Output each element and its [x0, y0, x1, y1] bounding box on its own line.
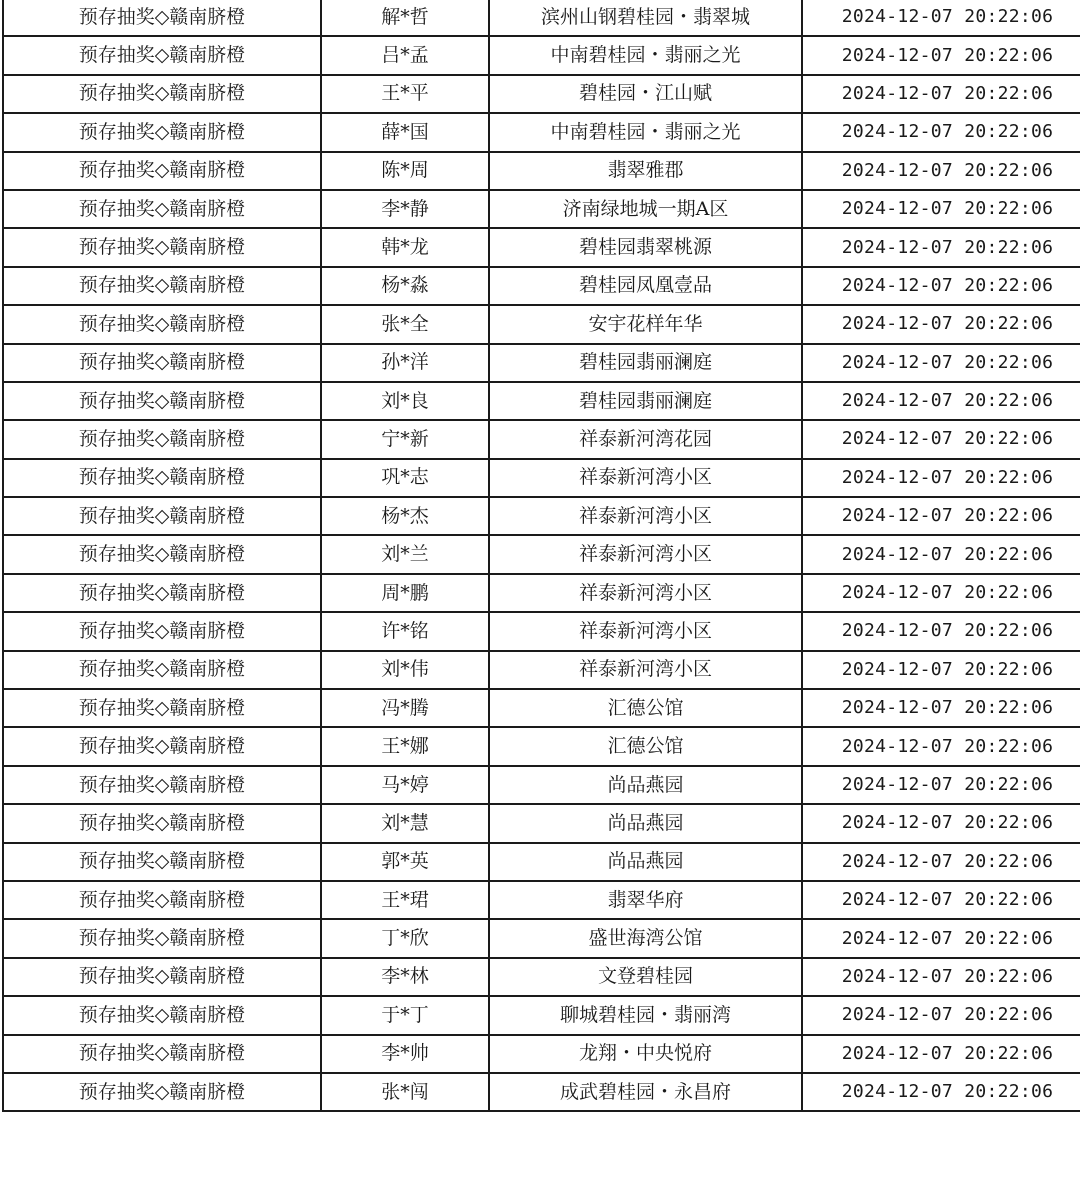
winner-name-cell: 张*闯 — [321, 1073, 489, 1111]
table-row — [3, 651, 1080, 689]
prize-cell: 预存抽奖◇赣南脐橙 — [3, 305, 321, 343]
winner-name-cell: 宁*新 — [321, 420, 489, 458]
community-cell: 盛世海湾公馆 — [489, 919, 802, 957]
winner-name-cell: 巩*志 — [321, 459, 489, 497]
winner-name-cell: 丁*欣 — [321, 919, 489, 957]
table-row — [3, 497, 1080, 535]
prize-cell: 预存抽奖◇赣南脐橙 — [3, 612, 321, 650]
table-row — [3, 190, 1080, 228]
community-cell: 碧桂园翡丽澜庭 — [489, 344, 802, 382]
community-cell: 碧桂园翡翠桃源 — [489, 228, 802, 266]
timestamp-cell: 2024-12-07 20:22:06 — [802, 497, 1080, 535]
community-cell: 滨州山钢碧桂园・翡翠城 — [489, 0, 802, 36]
timestamp-cell: 2024-12-07 20:22:06 — [802, 75, 1080, 113]
winner-name-cell: 孙*洋 — [321, 344, 489, 382]
table-row — [3, 75, 1080, 113]
winner-name-cell: 刘*良 — [321, 382, 489, 420]
prize-cell: 预存抽奖◇赣南脐橙 — [3, 727, 321, 765]
community-cell: 祥泰新河湾小区 — [489, 651, 802, 689]
timestamp-cell: 2024-12-07 20:22:06 — [802, 152, 1080, 190]
table-row — [3, 958, 1080, 996]
table-row — [3, 382, 1080, 420]
community-cell: 安宇花样年华 — [489, 305, 802, 343]
community-cell: 汇德公馆 — [489, 727, 802, 765]
table-row — [3, 919, 1080, 957]
winner-name-cell: 冯*腾 — [321, 689, 489, 727]
prize-cell: 预存抽奖◇赣南脐橙 — [3, 958, 321, 996]
winner-name-cell: 周*鹏 — [321, 574, 489, 612]
winner-name-cell: 于*丁 — [321, 996, 489, 1034]
community-cell: 济南绿地城一期A区 — [489, 190, 802, 228]
community-cell: 聊城碧桂园・翡丽湾 — [489, 996, 802, 1034]
winner-name-cell: 刘*伟 — [321, 651, 489, 689]
community-cell: 碧桂园凤凰壹品 — [489, 267, 802, 305]
timestamp-cell: 2024-12-07 20:22:06 — [802, 420, 1080, 458]
community-cell: 祥泰新河湾花园 — [489, 420, 802, 458]
prize-cell: 预存抽奖◇赣南脐橙 — [3, 804, 321, 842]
timestamp-cell: 2024-12-07 20:22:06 — [802, 36, 1080, 74]
timestamp-cell: 2024-12-07 20:22:06 — [802, 1073, 1080, 1111]
timestamp-cell: 2024-12-07 20:22:06 — [802, 996, 1080, 1034]
community-cell: 尚品燕园 — [489, 843, 802, 881]
winner-name-cell: 李*静 — [321, 190, 489, 228]
table-row — [3, 305, 1080, 343]
timestamp-cell: 2024-12-07 20:22:06 — [802, 0, 1080, 36]
prize-cell: 预存抽奖◇赣南脐橙 — [3, 919, 321, 957]
table-row — [3, 1035, 1080, 1073]
prize-cell: 预存抽奖◇赣南脐橙 — [3, 267, 321, 305]
prize-cell: 预存抽奖◇赣南脐橙 — [3, 344, 321, 382]
community-cell: 尚品燕园 — [489, 766, 802, 804]
table-row — [3, 267, 1080, 305]
winner-name-cell: 王*珺 — [321, 881, 489, 919]
prize-cell: 预存抽奖◇赣南脐橙 — [3, 535, 321, 573]
table-row — [3, 535, 1080, 573]
table-row — [3, 0, 1080, 36]
table-row — [3, 1073, 1080, 1111]
prize-cell: 预存抽奖◇赣南脐橙 — [3, 459, 321, 497]
table-row — [3, 574, 1080, 612]
prize-cell: 预存抽奖◇赣南脐橙 — [3, 0, 321, 36]
table-row — [3, 996, 1080, 1034]
winner-name-cell: 刘*兰 — [321, 535, 489, 573]
winner-name-cell: 王*平 — [321, 75, 489, 113]
table-row — [3, 228, 1080, 266]
prize-cell: 预存抽奖◇赣南脐橙 — [3, 152, 321, 190]
timestamp-cell: 2024-12-07 20:22:06 — [802, 190, 1080, 228]
table-row — [3, 459, 1080, 497]
timestamp-cell: 2024-12-07 20:22:06 — [802, 344, 1080, 382]
winner-name-cell: 刘*慧 — [321, 804, 489, 842]
table-row — [3, 843, 1080, 881]
prize-cell: 预存抽奖◇赣南脐橙 — [3, 228, 321, 266]
table-row — [3, 113, 1080, 151]
community-cell: 祥泰新河湾小区 — [489, 535, 802, 573]
community-cell: 汇德公馆 — [489, 689, 802, 727]
community-cell: 碧桂园・江山赋 — [489, 75, 802, 113]
winner-name-cell: 马*婷 — [321, 766, 489, 804]
timestamp-cell: 2024-12-07 20:22:06 — [802, 958, 1080, 996]
prize-cell: 预存抽奖◇赣南脐橙 — [3, 113, 321, 151]
community-cell: 文登碧桂园 — [489, 958, 802, 996]
winner-name-cell: 许*铭 — [321, 612, 489, 650]
winner-name-cell: 薛*国 — [321, 113, 489, 151]
timestamp-cell: 2024-12-07 20:22:06 — [802, 612, 1080, 650]
table-row — [3, 881, 1080, 919]
community-cell: 翡翠雅郡 — [489, 152, 802, 190]
timestamp-cell: 2024-12-07 20:22:06 — [802, 382, 1080, 420]
timestamp-cell: 2024-12-07 20:22:06 — [802, 267, 1080, 305]
winner-name-cell: 陈*周 — [321, 152, 489, 190]
winner-name-cell: 王*娜 — [321, 727, 489, 765]
timestamp-cell: 2024-12-07 20:22:06 — [802, 919, 1080, 957]
table-row — [3, 344, 1080, 382]
timestamp-cell: 2024-12-07 20:22:06 — [802, 727, 1080, 765]
timestamp-cell: 2024-12-07 20:22:06 — [802, 535, 1080, 573]
timestamp-cell: 2024-12-07 20:22:06 — [802, 766, 1080, 804]
timestamp-cell: 2024-12-07 20:22:06 — [802, 305, 1080, 343]
winner-name-cell: 吕*孟 — [321, 36, 489, 74]
prize-cell: 预存抽奖◇赣南脐橙 — [3, 1073, 321, 1111]
prize-cell: 预存抽奖◇赣南脐橙 — [3, 766, 321, 804]
community-cell: 中南碧桂园・翡丽之光 — [489, 113, 802, 151]
community-cell: 翡翠华府 — [489, 881, 802, 919]
timestamp-cell: 2024-12-07 20:22:06 — [802, 689, 1080, 727]
winner-name-cell: 李*帅 — [321, 1035, 489, 1073]
timestamp-cell: 2024-12-07 20:22:06 — [802, 843, 1080, 881]
winner-name-cell: 杨*淼 — [321, 267, 489, 305]
prize-cell: 预存抽奖◇赣南脐橙 — [3, 420, 321, 458]
winner-name-cell: 解*哲 — [321, 0, 489, 36]
winner-name-cell: 韩*龙 — [321, 228, 489, 266]
community-cell: 尚品燕园 — [489, 804, 802, 842]
timestamp-cell: 2024-12-07 20:22:06 — [802, 459, 1080, 497]
prize-cell: 预存抽奖◇赣南脐橙 — [3, 689, 321, 727]
table-row — [3, 766, 1080, 804]
table-row — [3, 689, 1080, 727]
prize-cell: 预存抽奖◇赣南脐橙 — [3, 574, 321, 612]
community-cell: 祥泰新河湾小区 — [489, 612, 802, 650]
community-cell: 祥泰新河湾小区 — [489, 574, 802, 612]
prize-cell: 预存抽奖◇赣南脐橙 — [3, 382, 321, 420]
timestamp-cell: 2024-12-07 20:22:06 — [802, 1035, 1080, 1073]
table-row — [3, 727, 1080, 765]
table-body — [3, 0, 1080, 1111]
table-row — [3, 152, 1080, 190]
prize-cell: 预存抽奖◇赣南脐橙 — [3, 881, 321, 919]
timestamp-cell: 2024-12-07 20:22:06 — [802, 804, 1080, 842]
prize-cell: 预存抽奖◇赣南脐橙 — [3, 36, 321, 74]
winner-name-cell: 杨*杰 — [321, 497, 489, 535]
table-row — [3, 420, 1080, 458]
winner-name-cell: 郭*英 — [321, 843, 489, 881]
community-cell: 龙翔・中央悦府 — [489, 1035, 802, 1073]
prize-cell: 预存抽奖◇赣南脐橙 — [3, 843, 321, 881]
community-cell: 碧桂园翡丽澜庭 — [489, 382, 802, 420]
winner-name-cell: 李*林 — [321, 958, 489, 996]
prize-cell: 预存抽奖◇赣南脐橙 — [3, 75, 321, 113]
winner-name-cell: 张*全 — [321, 305, 489, 343]
winners-table-container — [2, 0, 1080, 1178]
table-row — [3, 36, 1080, 74]
community-cell: 成武碧桂园・永昌府 — [489, 1073, 802, 1111]
prize-cell: 预存抽奖◇赣南脐橙 — [3, 497, 321, 535]
timestamp-cell: 2024-12-07 20:22:06 — [802, 228, 1080, 266]
timestamp-cell: 2024-12-07 20:22:06 — [802, 881, 1080, 919]
prize-cell: 预存抽奖◇赣南脐橙 — [3, 1035, 321, 1073]
prize-cell: 预存抽奖◇赣南脐橙 — [3, 651, 321, 689]
community-cell: 中南碧桂园・翡丽之光 — [489, 36, 802, 74]
timestamp-cell: 2024-12-07 20:22:06 — [802, 574, 1080, 612]
prize-cell: 预存抽奖◇赣南脐橙 — [3, 190, 321, 228]
prize-cell: 预存抽奖◇赣南脐橙 — [3, 996, 321, 1034]
table-row — [3, 612, 1080, 650]
table-row — [3, 804, 1080, 842]
community-cell: 祥泰新河湾小区 — [489, 497, 802, 535]
community-cell: 祥泰新河湾小区 — [489, 459, 802, 497]
winners-table — [2, 0, 1080, 1112]
timestamp-cell: 2024-12-07 20:22:06 — [802, 113, 1080, 151]
timestamp-cell: 2024-12-07 20:22:06 — [802, 651, 1080, 689]
